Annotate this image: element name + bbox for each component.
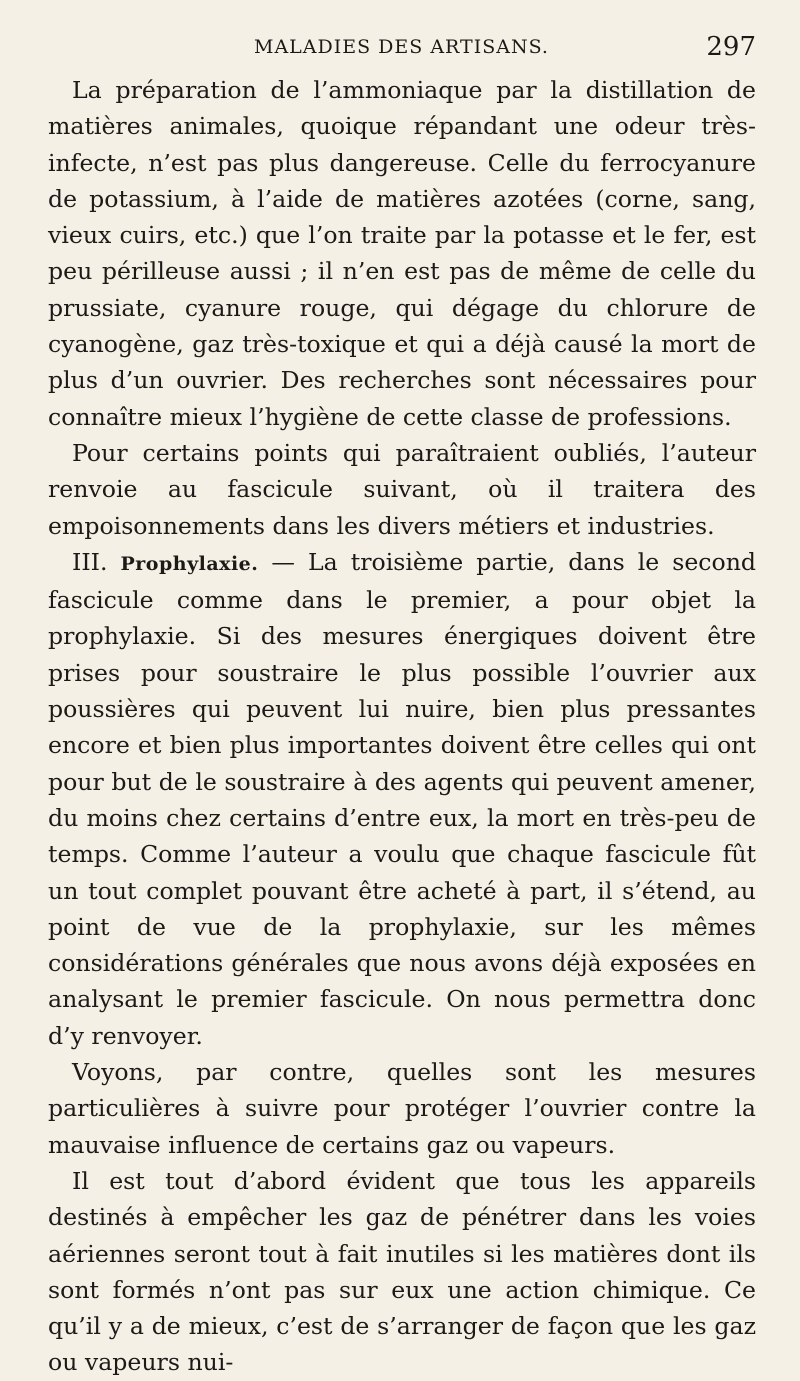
paragraph-particular-measures: Voyons, par contre, quelles sont les mesures particulières à suivre pour protéger l’ouvrier contre la mauvaise influence de certains gaz ou vapeurs. [48,1058,756,1159]
section-text: — La troisième partie, dans le second fascicule comme dans le premier, a pour objet la prophylaxie. Si des mesures énergiques doivent être prises pour soustraire le plus possible l’ouvrier aux poussières qui peuvent lui nuire, bien plus pressantes encore et bien plus importantes doivent être celles qui ont pour but de le soustraire à des agents qui peuvent amener, du moins chez certains d’entre eux, la mort en très-peu de temps. Comme l’auteur a voulu que chaque fascicule fût un tout complet pouvant être acheté à part, il s’étend, au point de vue de la prophylaxie, sur les mêmes considérations générales que nous avons déjà exposées en analysant le premier fascicule. On nous permettra donc d’y renvoyer. [48,547,757,1050]
section-title: Prophylaxie. [120,552,259,575]
paragraph-ammonia: La préparation de l’ammoniaque par la distillation de matières animales, quoique répandant une odeur très-infecte, n’est pas plus dangereuse. Celle du ferrocyanure de potassium, à l’aide de matières azotées (corne, sang, vieux cuirs, etc.) que l’on traite par la potasse et le fer, est peu périlleuse aussi ; il n’en est pas de même de celle du prussiate, cyanure rouge, qui dégage du chlorure de cyanogène, gaz très-toxique et qui a déjà causé la mort de plus d’un ouvrier. Des recherches sont nécessaires pour connaître mieux l’hygiène de cette classe de professions. [48,76,756,431]
running-title: MALADIES DES ARTISANS. [254,36,549,58]
paragraph-prophylaxis [48,544,756,1054]
page-number: 297 [706,32,756,62]
paragraph-apparatus: Il est tout d’abord évident que tous les appareils destinés à empêcher les gaz de pénétrer dans les voies aériennes seront tout à fait inutiles si les matières dont ils sont formés n’ont pas sur eux une action chimique. Ce qu’il y a de mieux, c’est de s’arranger de façon que les gaz ou vapeurs nui- [48,1166,756,1377]
section-number: III. [72,547,108,576]
running-head [48,32,756,72]
body-text [48,72,756,1381]
paragraph-next-fascicle: Pour certains points qui paraîtraient oubliés, l’auteur renvoie au fascicule suivant, où il traitera des empoisonnements dans les divers métiers et industries. [48,438,756,540]
